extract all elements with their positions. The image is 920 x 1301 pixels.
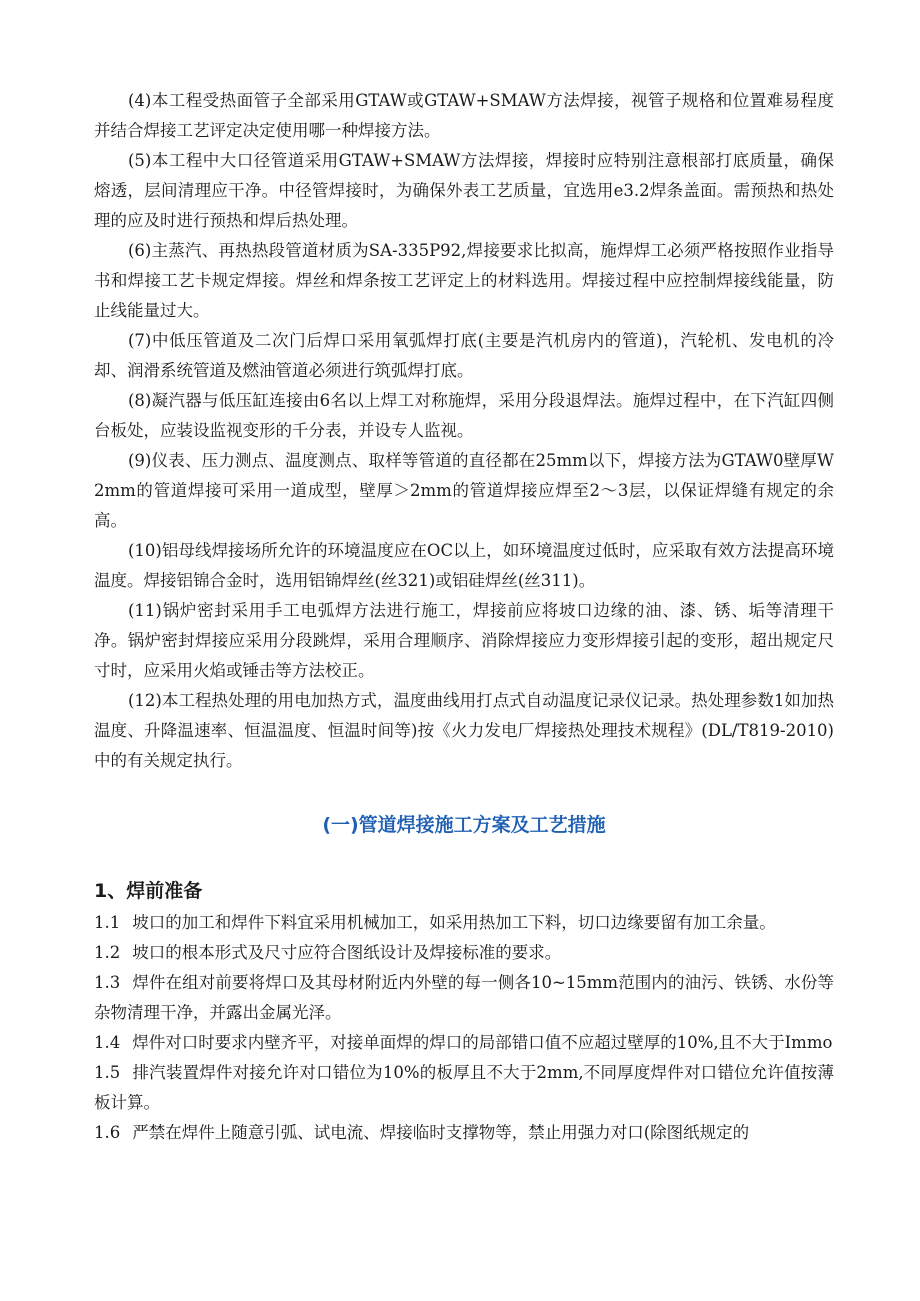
item-text: 坡口的加工和焊件下料宜采用机械加工，如采用热加工下料，切口边缘要留有加工余量。: [132, 913, 776, 932]
item-number: 1.2: [94, 943, 121, 962]
list-item: [94, 1058, 834, 1118]
document-page: [94, 86, 834, 1142]
section-heading: (一)管道焊接施工方案及工艺措施: [322, 814, 606, 836]
list-item: [94, 1028, 834, 1058]
paragraph-12: (12)本工程热处理的用电加热方式，温度曲线用打点式自动温度记录仪记录。热处理参数1如加热温度、升降温速率、恒温温度、恒温时间等)按《火力发电厂焊接热处理技术规程》(DL/T819-2010)中的有关规定执行。: [94, 691, 834, 770]
paragraph-8: (8)凝汽器与低压缸连接由6名以上焊工对称施焊，采用分段退焊法。施焊过程中，在下汽缸四侧台板处，应装设监视变形的千分表，并设专人监视。: [94, 391, 834, 440]
item-number: 1.6: [94, 1123, 121, 1142]
list-item: [94, 908, 834, 938]
paragraph-11: (11)锅炉密封采用手工电弧焊方法进行施工，焊接前应将坡口边缘的油、漆、锈、垢等清理干净。锅炉密封焊接应采用分段跳焊，采用合理顺序、消除焊接应力变形焊接引起的变形，超出规定尺寸时，应采用火焰或锤击等方法校正。: [94, 601, 834, 680]
paragraph-6: (6)主蒸汽、再热热段管道材质为SA-335P92,焊接要求比拟高，施焊焊工必须严格按照作业指导书和焊接工艺卡规定焊接。焊丝和焊条按工艺评定上的材料选用。焊接过程中应控制焊接线能量，防止线能量过大。: [94, 241, 834, 320]
item-number: 1.1: [94, 913, 121, 932]
item-list: [94, 908, 834, 1148]
paragraph-5: (5)本工程中大口径管道采用GTAW+SMAW方法焊接，焊接时应特别注意根部打底质量，确保熔透，层间清理应干净。中径管焊接时，为确保外表工艺质量，宜选用e3.2焊条盖面。需预热和热处理的应及时进行预热和焊后热处理。: [94, 151, 834, 230]
item-number: 1.3: [94, 973, 121, 992]
list-item: [94, 968, 834, 1028]
item-text: 焊件在组对前要将焊口及其母材附近内外壁的每一侧各10~15mm范围内的油污、铁锈、水份等杂物清理干净，并露出金属光泽。: [94, 973, 834, 1022]
paragraph-10: (10)铝母线焊接场所允许的环境温度应在OC以上，如环境温度过低时，应采取有效方法提高环境温度。焊接铝锦合金时，选用铝锦焊丝(丝321)或铝硅焊丝(丝311)。: [94, 541, 834, 590]
paragraph-7: (7)中低压管道及二次门后焊口采用氧弧焊打底(主要是汽机房内的管道)，汽轮机、发电机的冷却、润滑系统管道及燃油管道必须进行筑弧焊打底。: [94, 331, 834, 380]
item-text: 坡口的根本形式及尺寸应符合图纸设计及焊接标准的要求。: [132, 943, 562, 962]
subsection-heading: 1、焊前准备: [94, 880, 203, 902]
list-item: [94, 1118, 834, 1148]
paragraph-4: (4)本工程受热面管子全部采用GTAW或GTAW+SMAW方法焊接，视管子规格和位置难易程度并结合焊接工艺评定决定使用哪一种焊接方法。: [94, 91, 834, 140]
paragraph-9: (9)仪表、压力测点、温度测点、取样等管道的直径都在25mm以下，焊接方法为GTAW0壁厚W2mm的管道焊接可采用一道成型，壁厚＞2mm的管道焊接应焊至2〜3层，以保证焊缝有规定的余高。: [94, 451, 834, 530]
item-text: 焊件对口时要求内壁齐平，对接单面焊的焊口的局部错口值不应超过壁厚的10%,且不大于Immo: [132, 1033, 833, 1052]
item-number: 1.5: [94, 1063, 121, 1082]
item-number: 1.4: [94, 1033, 121, 1052]
item-text: 排汽装置焊件对接允许对口错位为10%的板厚且不大于2mm,不同厚度焊件对口错位允许值按薄板计算。: [94, 1063, 834, 1112]
list-item: [94, 938, 834, 968]
item-text: 严禁在焊件上随意引弧、试电流、焊接临时支撑物等，禁止用强力对口(除图纸规定的: [132, 1123, 750, 1142]
